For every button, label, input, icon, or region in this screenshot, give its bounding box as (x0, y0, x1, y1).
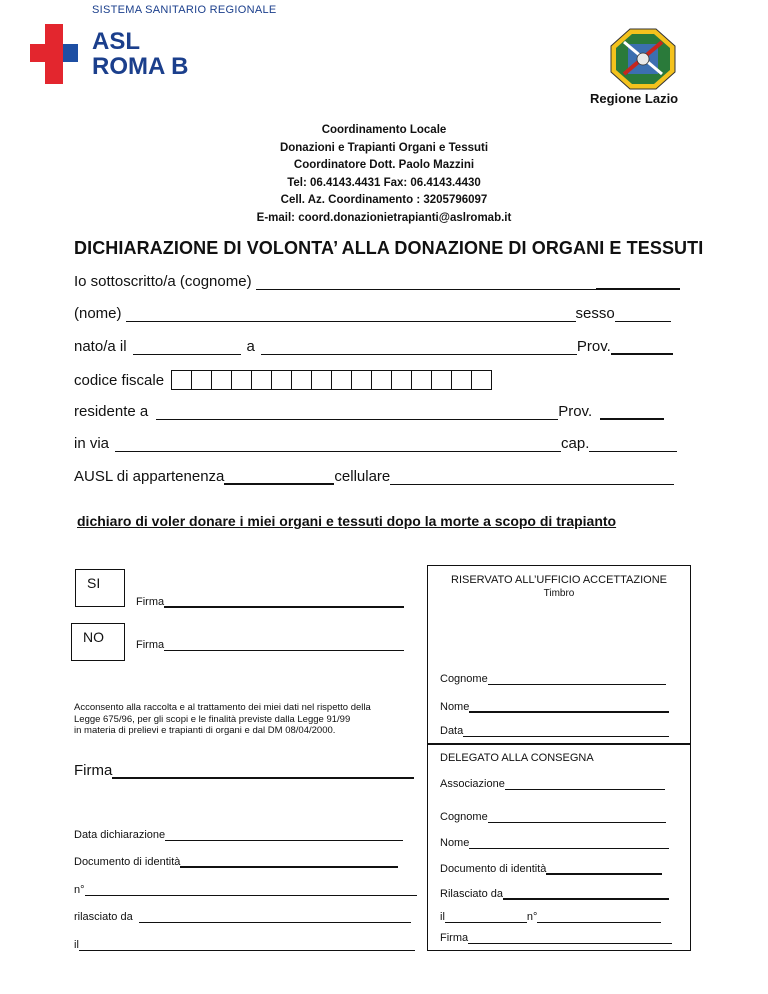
surname-field-end (596, 274, 680, 290)
header-line: Tel: 06.4143.4431 Fax: 06.4143.4430 (287, 176, 481, 189)
residence-field[interactable] (156, 405, 558, 420)
asl-logo (30, 4, 277, 86)
name-label: (nome) (74, 305, 122, 322)
at-label: a (246, 338, 255, 355)
delegate-name-row (440, 836, 669, 849)
header-line: Coordinamento Locale (321, 124, 447, 136)
residence-prov-field[interactable] (600, 404, 664, 420)
issued-on-label: il (74, 939, 79, 951)
number-label: n° (74, 884, 85, 896)
issued-row (74, 910, 411, 923)
delegate-surname-row (440, 810, 666, 823)
no-label: NO (83, 629, 104, 645)
issued-on-field[interactable] (79, 938, 415, 951)
delegate-association-label: Associazione (440, 778, 505, 790)
delegate-id-row (440, 861, 662, 875)
delegate-box (427, 743, 691, 951)
header-line: Donazioni e Trapianti Organi e Tessuti (279, 141, 489, 154)
delegate-id-label: Documento di identità (440, 863, 547, 875)
birth-row (74, 338, 673, 355)
delegate-surname-field[interactable] (488, 810, 666, 823)
office-name-row (440, 699, 669, 713)
yes-label: SI (87, 575, 101, 591)
date-row (74, 828, 403, 841)
surname-label: Io sottoscritto/a (cognome) (74, 273, 252, 290)
name-row (74, 305, 671, 322)
no-sign-row (136, 638, 404, 651)
id-doc-label: Documento di identità (74, 856, 181, 868)
issued-by-label: rilasciato da (74, 911, 133, 923)
street-field[interactable] (115, 437, 561, 452)
delegate-on-label: il (440, 911, 445, 923)
id-doc-row (74, 854, 398, 868)
delegate-sign-row (440, 931, 672, 944)
office-date-label: Data (440, 725, 464, 737)
zip-field[interactable] (589, 437, 677, 452)
prov2-label: Prov. (558, 403, 593, 420)
consent-line: Acconsento alla raccolta e al trattamento dei miei dati nel rispetto della (74, 702, 371, 713)
number-field[interactable] (85, 883, 417, 896)
tax-code-row (74, 370, 492, 390)
tax-code-cells[interactable] (172, 370, 492, 390)
red-cross-icon (30, 24, 78, 84)
yes-checkbox[interactable] (75, 569, 125, 607)
issued-by-field[interactable] (139, 910, 411, 923)
asl-label: ASL (92, 28, 140, 55)
region-label: Regione Lazio (590, 91, 679, 106)
office-box (427, 565, 691, 745)
donation-declaration: dichiaro di voler donare i miei organi e tessuti dopo la morte a scopo di trapianto (77, 513, 617, 529)
header-line: Coordinatore Dott. Paolo Mazzini (293, 159, 475, 171)
ausl-field[interactable] (224, 469, 334, 485)
delegate-id-field[interactable] (546, 861, 662, 875)
header-line: Cell. Az. Coordinamento : 3205796097 (280, 194, 488, 206)
yes-sign-label: Firma (136, 596, 165, 608)
zip-label: cap. (561, 435, 590, 452)
id-doc-field[interactable] (180, 854, 398, 868)
delegate-issued-label: Rilasciato da (440, 888, 503, 900)
birth-date-field[interactable] (133, 340, 241, 355)
office-stamp-label: Timbro (543, 588, 575, 599)
sex-field[interactable] (615, 307, 671, 322)
delegate-on-field[interactable] (445, 910, 527, 923)
delegate-title: DELEGATO ALLA CONSEGNA (440, 752, 594, 764)
consent-text (74, 702, 371, 737)
office-title: RISERVATO ALL’UFFICIO ACCETTAZIONE (451, 574, 667, 586)
office-date-row (440, 724, 669, 737)
delegate-association-field[interactable] (505, 777, 665, 790)
signature-row (74, 762, 414, 779)
office-surname-row (440, 672, 666, 685)
consent-line: Legge 675/96, per gli scopi e le finalità previste dalla Legge 91/99 (74, 713, 351, 725)
office-surname-field[interactable] (488, 672, 666, 685)
declaration-date-field[interactable] (165, 828, 403, 841)
delegate-on-row (440, 910, 661, 923)
no-checkbox[interactable] (71, 623, 125, 661)
yes-sign-row (136, 594, 404, 608)
form-title: DICHIARAZIONE DI VOLONTA’ ALLA DONAZIONE DI ORGANI E TESSUTI (74, 238, 704, 258)
delegate-issued-row (440, 886, 669, 900)
region-emblem-icon (610, 28, 676, 90)
yes-sign-field[interactable] (164, 594, 404, 608)
office-date-field[interactable] (463, 724, 669, 737)
birth-place-field[interactable] (261, 340, 577, 355)
born-label: nato/a il (74, 338, 127, 355)
number-row (74, 883, 417, 896)
sex-label: sesso (575, 305, 615, 322)
office-name-field[interactable] (469, 699, 669, 713)
office-name-label: Nome (440, 701, 470, 713)
delegate-number-field[interactable] (537, 910, 661, 923)
header-line: E-mail: coord.donazionietrapianti@aslromab.it (256, 211, 512, 224)
delegate-surname-label: Cognome (440, 811, 488, 823)
prov-label: Prov. (576, 338, 611, 355)
resident-label: residente a (74, 403, 149, 420)
region-logo (590, 28, 700, 110)
street-row (74, 435, 677, 452)
no-sign-field[interactable] (164, 638, 404, 651)
delegate-name-label: Nome (440, 837, 470, 849)
surname-field[interactable] (256, 275, 596, 290)
ausl-row (74, 468, 674, 485)
residence-row (74, 403, 664, 420)
office-surname-label: Cognome (440, 673, 488, 685)
delegate-sign-field[interactable] (468, 931, 672, 944)
delegate-association-row (440, 777, 665, 790)
roma-b-label: ROMA B (92, 53, 189, 80)
tax-code-label: codice fiscale (74, 371, 165, 389)
delegate-issued-field[interactable] (503, 886, 669, 900)
street-label: in via (74, 435, 110, 452)
birth-prov-field[interactable] (611, 339, 673, 355)
coordination-header (0, 122, 768, 227)
mobile-label: cellulare (334, 468, 391, 485)
declaration-date-label: Data dichiarazione (74, 829, 166, 841)
no-sign-label: Firma (136, 639, 165, 651)
delegate-sign-label: Firma (440, 932, 469, 944)
system-label: SISTEMA SANITARIO REGIONALE (92, 4, 277, 16)
signature-label: Firma (74, 762, 113, 779)
delegate-number-label: n° (526, 911, 538, 923)
issued-on-row (74, 938, 415, 951)
mobile-field[interactable] (390, 470, 674, 485)
consent-line: in materia di prelievi e trapianti di organi e dal DM 08/04/2000. (74, 725, 336, 736)
surname-row (74, 273, 680, 290)
name-field[interactable] (126, 307, 576, 322)
signature-field[interactable] (112, 763, 414, 779)
delegate-name-field[interactable] (469, 836, 669, 849)
ausl-label: AUSL di appartenenza (74, 468, 225, 485)
